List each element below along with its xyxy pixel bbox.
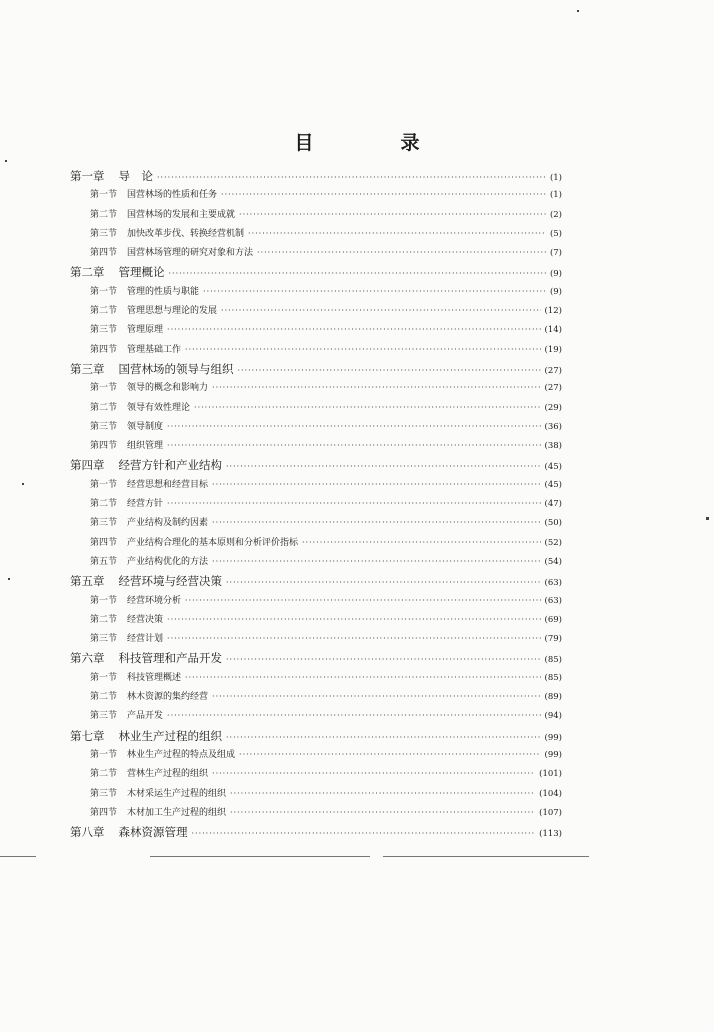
leader-dots — [167, 325, 541, 334]
entry-number: 第五章 — [70, 574, 105, 589]
leader-dots — [192, 829, 536, 838]
toc-section-entry — [70, 747, 562, 766]
entry-page-number: (50) — [544, 518, 562, 529]
entry-number: 第三节 — [90, 711, 118, 722]
scan-speck — [706, 517, 709, 520]
entry-number: 第三节 — [90, 518, 118, 529]
scan-speck — [22, 483, 24, 485]
entry-title: 木材加工生产过程的组织 — [127, 807, 227, 818]
scan-speck — [577, 10, 579, 12]
toc-section-entry — [70, 496, 562, 515]
entry-number: 第二节 — [90, 692, 118, 703]
leader-dots — [185, 673, 541, 682]
entry-page-number: (1) — [549, 190, 562, 201]
entry-page-number: (36) — [544, 421, 562, 432]
leader-dots — [257, 248, 546, 257]
entry-title: 国营林场管理的研究对象和方法 — [127, 248, 254, 259]
toc-section-entry — [70, 786, 562, 805]
leader-dots — [185, 596, 541, 605]
entry-page-number: (79) — [544, 634, 562, 645]
entry-number: 第一章 — [70, 169, 105, 183]
toc-section-entry — [70, 303, 562, 322]
toc-section-entry — [70, 612, 562, 631]
entry-page-number: (99) — [544, 749, 562, 760]
entry-number: 第六章 — [70, 651, 105, 666]
entry-page-number: (9) — [549, 269, 562, 280]
leader-dots — [212, 518, 541, 527]
entry-page-number: (27) — [544, 383, 562, 394]
entry-title: 领导有效性理论 — [127, 402, 191, 413]
entry-number: 第四节 — [90, 248, 118, 259]
entry-number: 第三节 — [90, 421, 118, 432]
scan-speck — [8, 578, 10, 580]
toc-section-entry — [70, 207, 562, 226]
entry-title: 导 论 — [118, 169, 153, 183]
entry-page-number: (104) — [539, 788, 562, 799]
entry-title: 加快改革步伐、转换经营机制 — [127, 228, 245, 239]
entry-number: 第七章 — [70, 728, 105, 743]
entry-title: 组织管理 — [127, 441, 164, 452]
leader-dots — [203, 287, 546, 296]
leader-dots — [185, 345, 541, 354]
toc-section-entry — [70, 477, 562, 496]
entry-number: 第一节 — [90, 286, 118, 297]
entry-title: 科技管理概述 — [127, 672, 182, 683]
entry-number: 第二节 — [90, 402, 118, 413]
entry-page-number: (7) — [549, 248, 562, 259]
leader-dots — [167, 499, 541, 508]
entry-number: 第一节 — [90, 383, 118, 394]
leader-dots — [239, 210, 546, 219]
entry-page-number: (89) — [544, 692, 562, 703]
toc-section-entry — [70, 670, 562, 689]
leader-dots — [212, 692, 541, 701]
entry-title: 森林资源管理 — [118, 825, 188, 840]
entry-title: 营林生产过程的组织 — [127, 769, 209, 780]
leader-dots — [230, 808, 535, 817]
entry-title: 国营林场的领导与组织 — [118, 361, 234, 376]
leader-dots — [226, 655, 541, 664]
toc-section-entry — [70, 689, 562, 708]
entry-number: 第一节 — [90, 672, 118, 683]
entry-title: 产品开发 — [127, 711, 164, 722]
entry-page-number: (12) — [544, 306, 562, 317]
entry-page-number: (38) — [544, 441, 562, 452]
toc-chapter-entry — [70, 573, 562, 592]
entry-page-number: (45) — [544, 462, 562, 473]
entry-number: 第四章 — [70, 458, 105, 473]
toc-section-entry — [70, 535, 562, 554]
entry-title: 经营环境分析 — [127, 595, 182, 606]
entry-number: 第一节 — [90, 749, 118, 760]
leader-dots — [212, 769, 535, 778]
entry-title: 林业生产过程的特点及组成 — [127, 749, 236, 760]
leader-dots — [238, 366, 541, 375]
toc-section-entry — [70, 708, 562, 727]
entry-title: 产业结构合理化的基本原则和分析评价指标 — [127, 537, 299, 548]
entry-page-number: (9) — [549, 286, 562, 297]
table-of-contents — [70, 168, 562, 843]
toc-section-entry — [70, 554, 562, 573]
entry-page-number: (52) — [544, 537, 562, 548]
entry-number: 第五节 — [90, 556, 118, 567]
leader-dots — [169, 269, 546, 278]
entry-title: 林业生产过程的组织 — [118, 728, 222, 743]
toc-section-entry — [70, 322, 562, 341]
entry-number: 第一节 — [90, 190, 118, 201]
entry-page-number: (29) — [544, 402, 562, 413]
scan-rule-fragment — [0, 856, 36, 857]
entry-number: 第二章 — [70, 265, 105, 280]
entry-page-number: (54) — [544, 556, 562, 567]
scan-rule-fragment — [383, 856, 589, 857]
entry-title: 产业结构及制约因素 — [127, 518, 209, 529]
entry-title: 管理概论 — [118, 265, 165, 280]
leader-dots — [226, 578, 541, 587]
entry-title: 管理原理 — [127, 325, 164, 336]
toc-section-entry — [70, 245, 562, 264]
leader-dots — [226, 462, 541, 471]
scan-rule-fragment — [150, 856, 370, 857]
toc-section-entry — [70, 226, 562, 245]
toc-section-entry — [70, 766, 562, 785]
scan-speck — [5, 160, 7, 162]
toc-chapter-entry — [70, 650, 562, 669]
toc-section-entry — [70, 515, 562, 534]
entry-title: 管理基础工作 — [127, 344, 182, 355]
toc-section-entry — [70, 284, 562, 303]
entry-page-number: (47) — [544, 499, 562, 510]
toc-section-entry — [70, 187, 562, 206]
entry-number: 第三节 — [90, 788, 118, 799]
entry-title: 经营方针和产业结构 — [118, 458, 222, 473]
entry-title: 经营环境与经营决策 — [118, 574, 222, 589]
leader-dots — [239, 750, 541, 759]
entry-number: 第一节 — [90, 479, 118, 490]
toc-section-entry — [70, 419, 562, 438]
entry-number: 第三节 — [90, 228, 118, 239]
entry-title: 产业结构优化的方法 — [127, 556, 209, 567]
toc-section-entry — [70, 631, 562, 650]
entry-title: 领导的概念和影响力 — [127, 383, 209, 394]
leader-dots — [167, 422, 541, 431]
toc-chapter-entry — [70, 264, 562, 283]
toc-chapter-entry — [70, 728, 562, 747]
entry-page-number: (63) — [544, 578, 562, 589]
entry-title: 国营林场的性质和任务 — [127, 190, 218, 201]
leader-dots — [167, 711, 541, 720]
entry-title: 管理的性质与职能 — [127, 286, 200, 297]
entry-number: 第四节 — [90, 344, 118, 355]
leader-dots — [248, 229, 546, 238]
toc-chapter-entry — [70, 361, 562, 380]
entry-number: 第四节 — [90, 807, 118, 818]
entry-title: 经营计划 — [127, 634, 164, 645]
leader-dots — [302, 538, 541, 547]
page-title: 目 录 — [294, 132, 454, 154]
entry-title: 国营林场的发展和主要成就 — [127, 209, 236, 220]
leader-dots — [167, 615, 541, 624]
entry-number: 第四节 — [90, 441, 118, 452]
toc-section-entry — [70, 593, 562, 612]
entry-page-number: (2) — [549, 209, 562, 220]
entry-number: 第二节 — [90, 499, 118, 510]
entry-page-number: (107) — [539, 807, 562, 818]
toc-chapter-entry — [70, 824, 562, 843]
entry-title: 领导制度 — [127, 421, 164, 432]
entry-number: 第二节 — [90, 209, 118, 220]
toc-section-entry — [70, 400, 562, 419]
entry-number: 第三节 — [90, 634, 118, 645]
entry-page-number: (99) — [544, 732, 562, 743]
entry-title: 林木资源的集约经营 — [127, 692, 209, 703]
entry-title: 管理思想与理论的发展 — [127, 306, 218, 317]
entry-page-number: (1) — [549, 173, 562, 183]
entry-number: 第三章 — [70, 361, 105, 376]
leader-dots — [212, 480, 541, 489]
entry-page-number: (85) — [544, 655, 562, 666]
toc-section-entry — [70, 438, 562, 457]
entry-title: 木材采运生产过程的组织 — [127, 788, 227, 799]
entry-page-number: (27) — [544, 365, 562, 376]
entry-page-number: (113) — [539, 829, 562, 840]
entry-title: 经营思想和经营目标 — [127, 479, 209, 490]
toc-chapter-entry — [70, 168, 562, 187]
entry-number: 第二节 — [90, 614, 118, 625]
entry-page-number: (94) — [544, 711, 562, 722]
leader-dots — [230, 789, 535, 798]
entry-number: 第一节 — [90, 595, 118, 606]
leader-dots — [221, 306, 541, 315]
entry-page-number: (19) — [544, 344, 562, 355]
entry-title: 经营决策 — [127, 614, 164, 625]
entry-number: 第二节 — [90, 769, 118, 780]
leader-dots — [167, 634, 541, 643]
entry-page-number: (101) — [539, 769, 562, 780]
leader-dots — [167, 441, 541, 450]
toc-chapter-entry — [70, 457, 562, 476]
entry-number: 第八章 — [70, 825, 105, 840]
entry-title: 经营方针 — [127, 499, 164, 510]
entry-page-number: (63) — [544, 595, 562, 606]
toc-section-entry — [70, 380, 562, 399]
toc-section-entry — [70, 805, 562, 824]
leader-dots — [194, 403, 541, 412]
entry-page-number: (5) — [549, 228, 562, 239]
entry-page-number: (69) — [544, 614, 562, 625]
leader-dots — [157, 173, 546, 182]
entry-page-number: (45) — [544, 479, 562, 490]
entry-number: 第三节 — [90, 325, 118, 336]
entry-number: 第四节 — [90, 537, 118, 548]
leader-dots — [212, 557, 541, 566]
toc-section-entry — [70, 342, 562, 361]
leader-dots — [212, 383, 541, 392]
leader-dots — [221, 190, 546, 199]
leader-dots — [226, 733, 541, 742]
entry-number: 第二节 — [90, 306, 118, 317]
entry-page-number: (14) — [544, 325, 562, 336]
entry-page-number: (85) — [544, 672, 562, 683]
entry-title: 科技管理和产品开发 — [118, 651, 222, 666]
